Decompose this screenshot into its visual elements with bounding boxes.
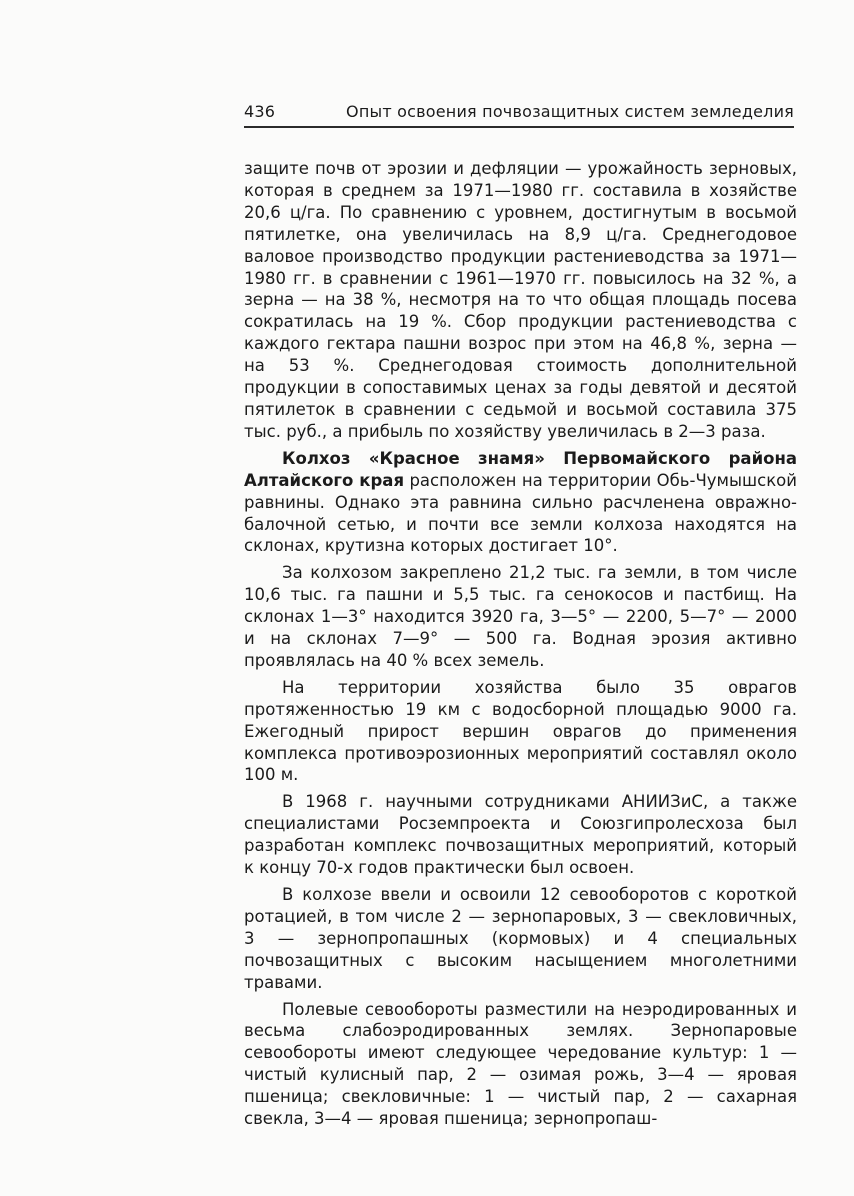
page-header xyxy=(244,102,794,128)
paragraph-1: защите почв от эрозии и дефляции — урожайность зерновых, которая в среднем за 1971—1980 гг. составила в хозяйстве 20,6 ц/га. По сравнению с уровнем, достигнутым в восьмой пятилетке, она увеличилась на 8,9 ц/га. Среднегодовое валовое производство продукции растениеводства за 1971—1980 гг. в сравнении с 1961—1970 гг. повысилось на 32 %, а зерна — на 38 %, несмотря на то что общая площадь посева сократилась на 19 %. Сбор продукции растениеводства с каждого гектара пашни возрос при этом на 46,8 %, зерна — на 53 %. Среднегодовая стоимость дополнительной продукции в сопоставимых ценах за годы девятой и десятой пятилеток в сравнении с седьмой и восьмой составила 375 тыс. руб., а прибыль по хозяйству увеличилась в 2—3 раза. xyxy=(244,159,797,441)
paragraph-2 xyxy=(244,448,797,558)
paragraph-4: На территории хозяйства было 35 оврагов протяженностью 19 км с водосборной площадью 9000 га. Ежегодный прирост вершин оврагов до применения комплекса противоэрозионных мероприятий составлял около 100 м. xyxy=(244,677,797,785)
paragraph-5: В 1968 г. научными сотрудниками АНИИЗиС, а также специалистами Росземпроекта и Союзгипролесхоза был разработан комплекс почвозащитных мероприятий, который к концу 70-х годов практически был освоен. xyxy=(244,792,797,878)
paragraph-6: В колхозе ввели и освоили 12 севооборотов с короткой ротацией, в том числе 2 — зернопаровых, 3 — свекловичных, 3 — зернопропашных (кормовых) и 4 специальных почвозащитных с высоким насыщением многолетними травами. xyxy=(244,885,797,992)
page-number: 436 xyxy=(244,102,276,121)
paragraph-3: За колхозом закреплено 21,2 тыс. га земли, в том числе 10,6 тыс. га пашни и 5,5 тыс. га сенокосов и пастбищ. На склонах 1—3° находится 3920 га, 3—5° — 2200, 5—7° — 2000 и на склонах 7—9° — 500 га. Водная эрозия активно проявлялась на 40 % всех земель. xyxy=(244,563,797,670)
body-text xyxy=(244,158,797,1135)
running-title: Опыт освоения почвозащитных систем земледелия xyxy=(346,102,794,121)
paragraph-7: Полевые севообороты разместили на неэродированных и весьма слабоэродированных землях. Зернопаровые севообороты имеют следующее чередование культур: 1 — чистый кулисный пар, 2 — озимая рожь, 3—4 — яровая пшеница; свекловичные: 1 — чистый пар, 2 — сахарная свекла, 3—4 — яровая пшеница; зернопропаш- xyxy=(244,999,797,1129)
paragraph-2-text: расположен на территории Обь-Чумышской равнины. Однако эта равнина сильно расчленена овражно-балочной сетью, и почти все земли колхоза находятся на склонах, крутизна которых достигает 10°. xyxy=(244,470,797,556)
kolkhoz-name: Колхоз «Красное знамя» Первомайского района Алтайского края xyxy=(244,448,797,490)
